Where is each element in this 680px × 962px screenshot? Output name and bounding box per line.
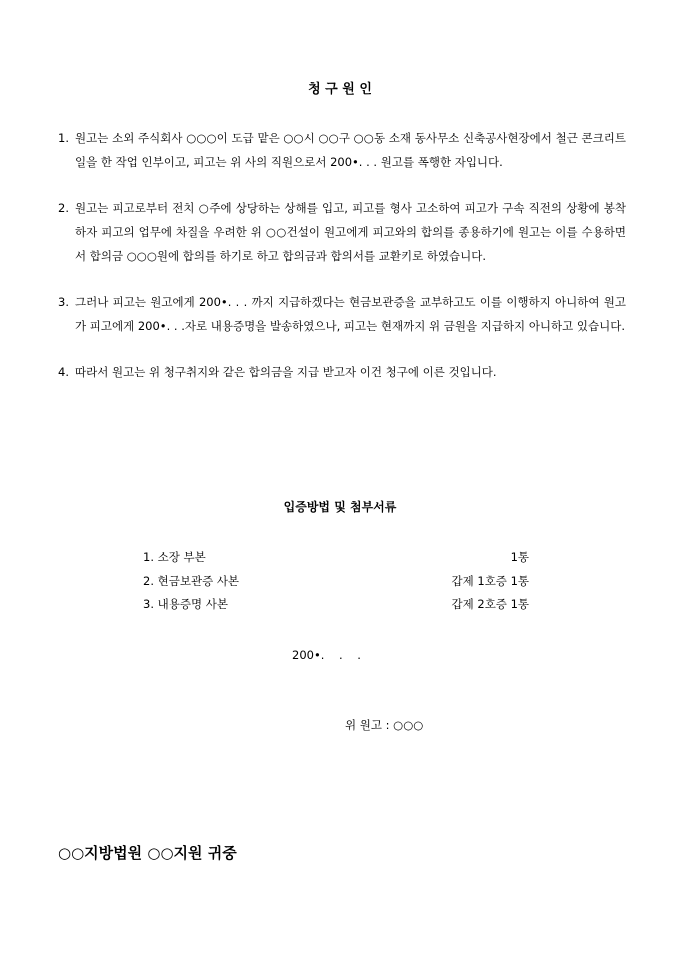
plaintiff-signature-line: 위 원고 : ○○○ bbox=[345, 718, 424, 732]
claim-number: 2. bbox=[58, 201, 69, 215]
evidence-list bbox=[143, 546, 529, 617]
claim-item bbox=[58, 360, 626, 384]
evidence-row bbox=[143, 570, 529, 594]
claim-text: 원고는 소외 주식회사 ○○○이 도급 맡은 ○○시 ○○구 ○○동 소재 동사무소 신축공사현장에서 철근 콘크리트 일을 한 작업 인부이고, 피고는 위 사의 직원으로서 200•. . . 원고를 폭행한 자입니다. bbox=[75, 131, 626, 169]
claim-text: 원고는 피고로부터 전치 ○주에 상당하는 상해를 입고, 피고를 형사 고소하여 피고가 구속 직전의 상황에 봉착하자 피고의 업무에 차질을 우려한 위 ○○건설이 원고에게 피고와의 합의를 종용하기에 원고는 이를 수용하면서 합의금 ○○○원에 합의를 하기로 하고 합의금과 합의서를 교환키로 하였습니다. bbox=[75, 201, 626, 263]
evidence-count: 갑제 2호증 1통 bbox=[451, 597, 529, 611]
claim-item bbox=[58, 126, 626, 174]
evidence-item: 2. 현금보관증 사본 bbox=[143, 573, 240, 588]
evidence-row bbox=[143, 546, 529, 570]
claim-number: 4. bbox=[58, 365, 69, 379]
document-title: 청 구 원 인 bbox=[308, 82, 372, 97]
evidence-title: 입증방법 및 첨부서류 bbox=[283, 500, 397, 514]
claim-item bbox=[58, 196, 626, 268]
filing-date: 200•. . . bbox=[292, 648, 361, 662]
claim-number: 3. bbox=[58, 295, 69, 309]
evidence-item: 3. 내용증명 사본 bbox=[143, 597, 228, 611]
evidence-row bbox=[143, 593, 529, 617]
claim-text: 그러나 피고는 원고에게 200•. . . 까지 지급하겠다는 현금보관증을 교부하고도 이를 이행하지 아니하여 원고가 피고에게 200•. . .자로 내용증명을 발송하였으나, 피고는 현재까지 위 금원을 지급하지 아니하고 있습니다. bbox=[75, 295, 626, 333]
court-addressee: ○○지방법원 ○○지원 귀중 bbox=[58, 844, 237, 862]
claim-text: 따라서 원고는 위 청구취지와 같은 합의금을 지급 받고자 이건 청구에 이른 것입니다. bbox=[75, 365, 497, 379]
evidence-count: 갑제 1호증 1통 bbox=[451, 573, 529, 588]
claim-item bbox=[58, 290, 626, 338]
evidence-item: 1. 소장 부본 bbox=[143, 550, 206, 564]
claims-list bbox=[58, 126, 626, 406]
evidence-count: 1통 bbox=[510, 550, 529, 564]
claim-number: 1. bbox=[58, 131, 69, 145]
